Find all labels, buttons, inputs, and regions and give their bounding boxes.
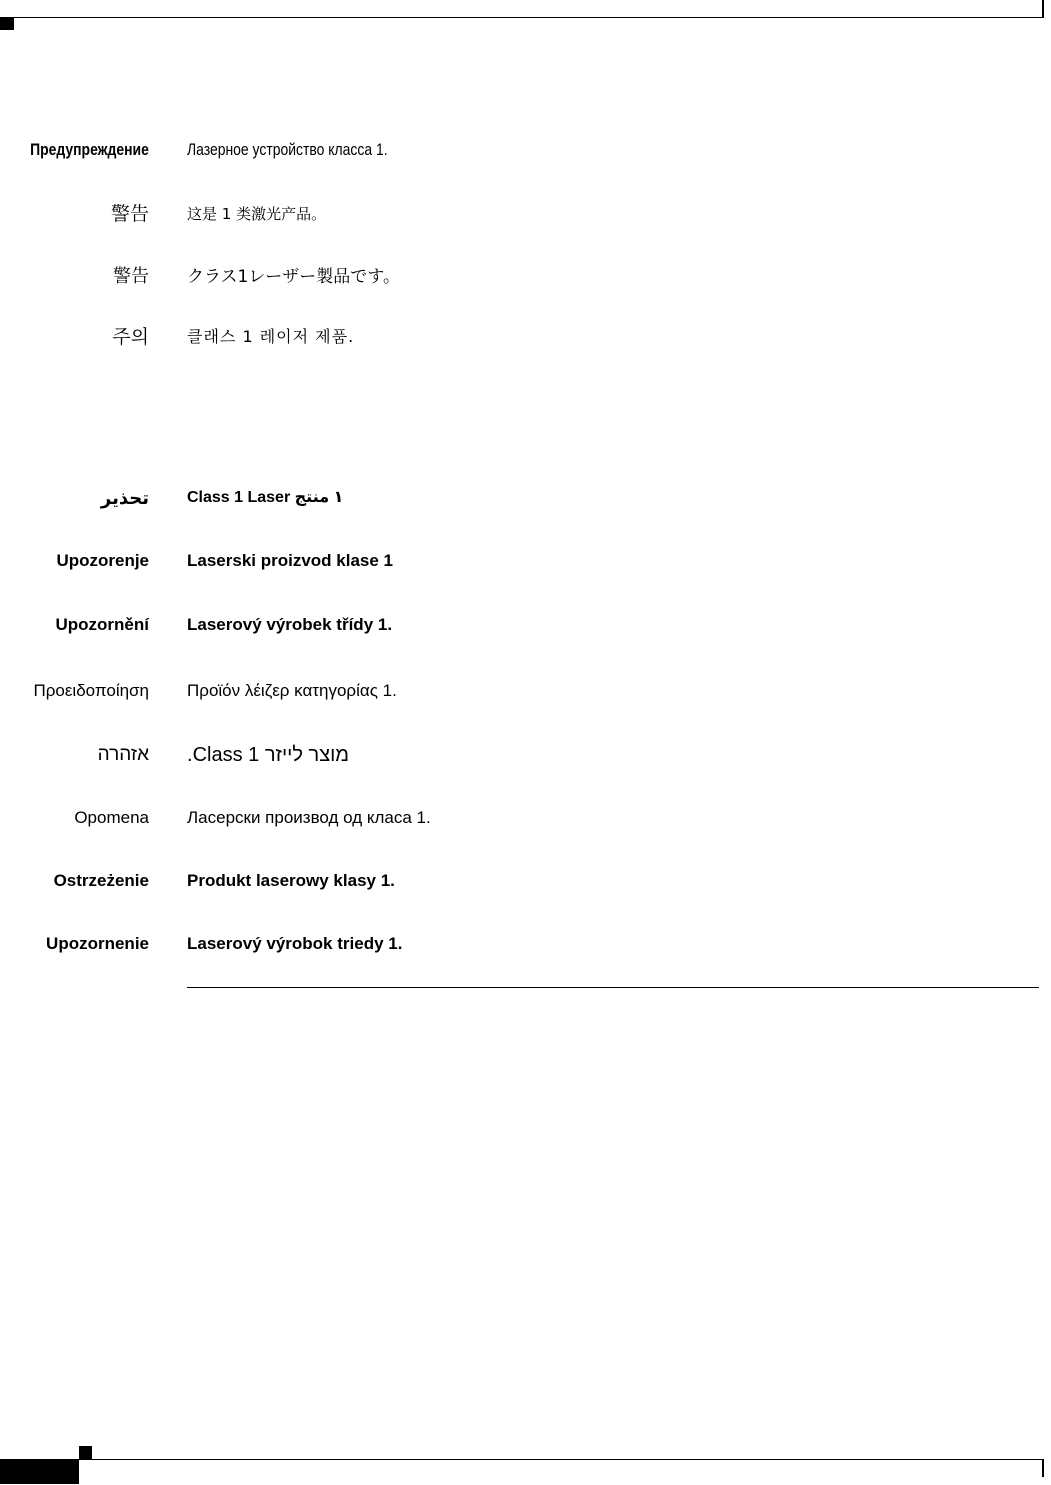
warning-row-macedonian	[0, 807, 1051, 839]
footer-corner-tick	[1042, 1459, 1044, 1477]
warning-row-polish	[0, 870, 1051, 902]
warning-label: Προειδοποίηση	[33, 681, 149, 700]
warning-row-japanese	[0, 266, 1051, 298]
warning-text: Class 1 Laser ١ منتج	[187, 489, 344, 506]
warning-row-croatian	[0, 550, 1051, 582]
footer-marker	[79, 1446, 92, 1459]
footer-rule	[79, 1459, 1043, 1460]
warning-row-arabic	[0, 487, 1051, 519]
warning-row-czech	[0, 614, 1051, 646]
warning-label: 警告	[113, 266, 149, 287]
warning-label: Предупреждение	[30, 140, 149, 159]
warning-label: Upozorenje	[56, 551, 149, 570]
warning-text: Laserski proizvod klase 1	[187, 551, 393, 570]
warning-label: Ostrzeżenie	[53, 871, 149, 890]
header-marker	[0, 18, 14, 30]
warning-row-slovak	[0, 933, 1051, 965]
warning-row-korean	[0, 326, 1051, 358]
warning-label: تحذير	[100, 488, 149, 508]
warning-row-greek	[0, 680, 1051, 712]
warning-text: Лазерное устройство класса 1.	[187, 140, 388, 159]
warning-text: クラス1レーザー製品です。	[187, 267, 400, 287]
warning-text: 클래스 1 레이저 제품.	[187, 327, 355, 346]
warning-text: מוצר לייזר Class 1.	[187, 744, 350, 766]
warning-label: Opomena	[74, 808, 149, 827]
warning-label: 警告	[110, 203, 149, 225]
warning-text: Laserový výrobok triedy 1.	[187, 934, 403, 953]
warning-row-russian	[0, 139, 1051, 171]
warning-label: Upozornenie	[46, 934, 149, 953]
warning-text: Produkt laserowy klasy 1.	[187, 871, 395, 890]
warning-label: Upozornění	[55, 615, 149, 634]
warning-label: 주의	[112, 326, 149, 348]
header-rule	[0, 17, 1043, 18]
warning-row-chinese	[0, 203, 1051, 235]
warning-text: Προϊόν λέιζερ κατηγορίας 1.	[187, 681, 397, 700]
section-divider	[187, 987, 1039, 988]
warning-row-hebrew	[0, 744, 1051, 776]
warning-label: אזהרה	[97, 744, 149, 765]
warning-text: Laserový výrobek třídy 1.	[187, 615, 393, 634]
warning-text: 这是 1 类激光产品。	[187, 205, 327, 223]
header-corner-tick	[1042, 0, 1044, 18]
warning-text: Ласерски производ од класа 1.	[187, 808, 431, 827]
footer-page-tab	[0, 1459, 79, 1484]
